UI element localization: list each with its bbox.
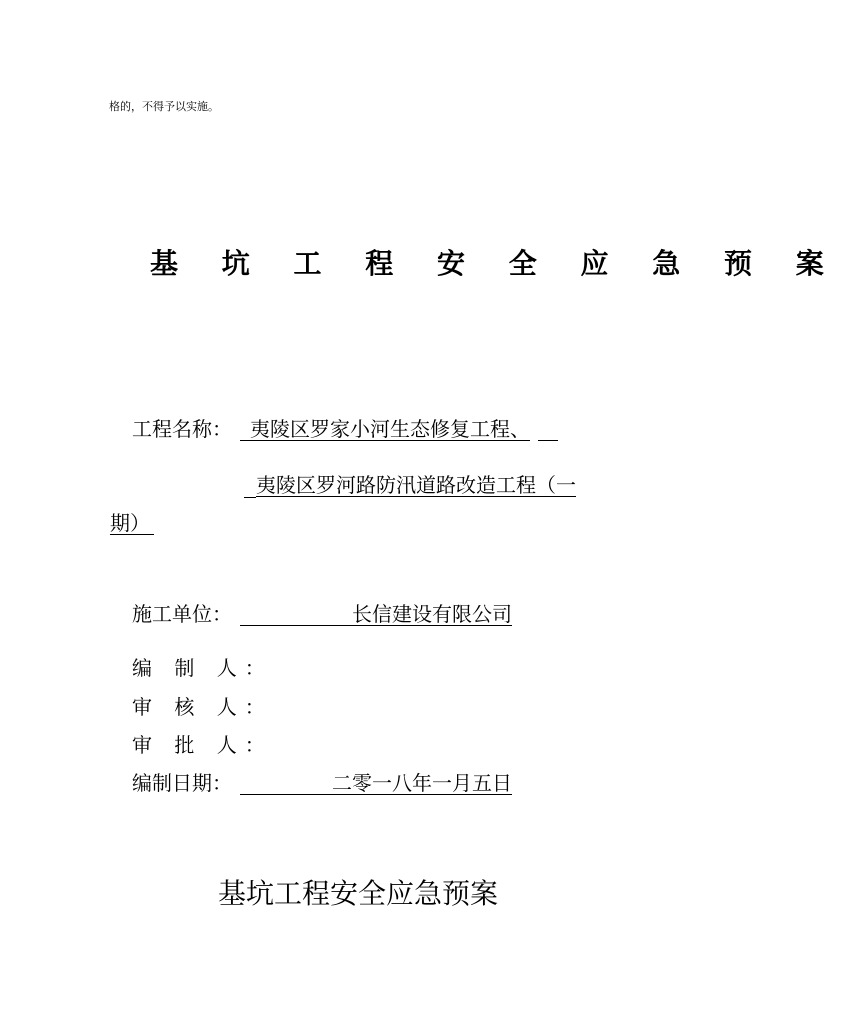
reviewer-label: 审 核 人： bbox=[132, 695, 273, 719]
compiler-label: 编 制 人： bbox=[132, 656, 273, 680]
project-name-underline-lead bbox=[240, 440, 250, 441]
cover-title: 基 坑 工 程 安 全 应 急 预 案 bbox=[150, 247, 841, 280]
contractor-label: 施工单位： bbox=[132, 602, 232, 626]
previous-page-text-fragment: 格的，不得予以实施。 bbox=[109, 100, 219, 113]
compile-date-label: 编制日期： bbox=[132, 771, 232, 795]
project-name-line-2-underline-lead bbox=[244, 497, 256, 498]
contractor-underline-lead bbox=[240, 625, 352, 626]
project-name-underline-tail bbox=[538, 440, 558, 441]
contractor-value: 长信建设有限公司 bbox=[352, 602, 512, 626]
approver-label: 审 批 人： bbox=[132, 733, 273, 757]
compile-date-underline-lead bbox=[240, 794, 332, 795]
section-title: 基坑工程安全应急预案 bbox=[218, 877, 499, 910]
project-name-line-3: 期） bbox=[110, 511, 150, 535]
project-name-line-3-underline-tail bbox=[148, 534, 154, 535]
project-name-line-1: 夷陵区罗家小河生态修复工程、 bbox=[250, 417, 530, 441]
project-name-label: 工程名称： bbox=[132, 417, 232, 441]
compile-date-value: 二零一八年一月五日 bbox=[332, 771, 512, 795]
project-name-line-2: 夷陵区罗河路防汛道路改造工程（一 bbox=[256, 473, 576, 497]
